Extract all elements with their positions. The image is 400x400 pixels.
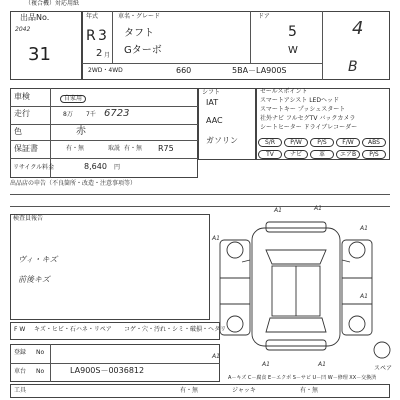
inspector-note: 前後キズ <box>18 275 50 284</box>
fw-text2: コゲ・穴・汚れ・シミ・破損・ヘタリ <box>124 326 227 333</box>
damage-mark: A1 <box>212 235 220 242</box>
register-no-label: No <box>36 349 45 356</box>
month: 2 <box>96 48 103 59</box>
lot-number: 31 <box>28 44 51 65</box>
tools-value: 有・無 <box>180 387 199 394</box>
register-label: 登録 <box>14 349 27 356</box>
recycle-label: リサイクル料金 <box>13 164 55 171</box>
equip-fw: F/W <box>336 138 360 147</box>
equip-airbag: エアB <box>336 150 360 159</box>
mileage-unit-1k: 7千 <box>86 111 96 118</box>
hand-interior: B <box>348 59 358 75</box>
inspector-label: 検査員報告 <box>13 215 44 222</box>
fuel-value: ガソリン <box>206 136 238 145</box>
shift-label: シフト <box>202 89 221 96</box>
equip-ps: P/S <box>310 138 334 147</box>
selling-point-line: スマートキー プッシュスタート <box>260 106 346 113</box>
inspection-value: 自家用 <box>60 95 86 103</box>
selling-point-line: シートヒーター ドライブレコーダー <box>260 124 358 131</box>
inspection-label: 車検 <box>14 92 30 101</box>
recycle-unit: 円 <box>114 164 121 171</box>
hand-grade: 4 <box>352 18 364 39</box>
selling-point-line: 社外ナビ フルセグTV バックカメラ <box>260 115 356 122</box>
damage-mark: A1 <box>314 205 322 212</box>
mileage-handwritten: 6723 <box>104 108 130 119</box>
year: 3 <box>98 28 107 44</box>
vehicle-grade: Gターボ <box>124 45 162 56</box>
tire-value: R75 <box>158 144 174 153</box>
era: R <box>86 28 96 44</box>
chassis-no-label: No <box>36 368 45 375</box>
damage-mark: A1 <box>262 361 270 368</box>
selling-points-label: セールスポイント <box>260 88 308 95</box>
damage-mark: A1 <box>274 207 282 214</box>
color-value: 赤 <box>76 126 86 137</box>
inspector-box <box>10 214 210 320</box>
vehicle-name: タフト <box>124 28 154 39</box>
chassis-number: LA900S－0036812 <box>70 366 145 375</box>
ac-value: AAC <box>206 116 223 125</box>
equip-leather: 革 <box>310 150 334 159</box>
model-code: 5BA－LA900S <box>232 66 287 75</box>
equip-navi: ナビ <box>284 150 308 159</box>
fw-text: キズ・ヒビ・石ハネ・リペア <box>34 326 112 333</box>
damage-legend: A－キズ C－腐食 E－エクボ S－サビ U－凹 W－修理 XX－交換済 <box>228 375 377 381</box>
warranty-value: 有・無 <box>66 145 85 152</box>
selling-point-line: スマートアシスト LEDヘッド <box>260 97 339 104</box>
doors: 5 <box>288 24 297 40</box>
equip-pw: P/W <box>284 138 308 147</box>
fw-label: F W <box>14 326 26 333</box>
jack-label: ジャッキ <box>232 387 256 394</box>
chassis-label: 車台 <box>14 368 27 375</box>
mileage-unit-10k: 8万 <box>63 111 73 118</box>
equip-sr: S/R <box>258 138 282 147</box>
spare-label: スペア <box>374 365 393 372</box>
manual-label: 取説 <box>108 145 121 152</box>
header-top-line: （複合機）対応用紙 <box>25 0 80 7</box>
name-label: 車名・グレード <box>118 13 161 20</box>
damage-mark: A1 <box>360 293 368 300</box>
color-label: 色 <box>14 127 22 136</box>
notes-label: 出品店の申告（不良箇所・改造・注意事項等） <box>10 180 137 187</box>
equip-abs: ABS <box>362 138 386 147</box>
jack-value: 有・無 <box>300 387 319 394</box>
car-damage-diagram <box>210 200 400 370</box>
inspector-note: ヴィ・キズ <box>18 255 58 264</box>
mileage-label: 走行 <box>14 109 30 118</box>
equip-ps2: P/S <box>362 150 386 159</box>
manual-value: 有・無 <box>124 145 143 152</box>
shift-value: IAT <box>206 98 219 107</box>
month-unit: 月 <box>104 52 111 59</box>
tools-row <box>10 384 390 398</box>
type-code: W <box>288 45 298 56</box>
warranty-label: 保証書 <box>14 144 38 153</box>
damage-mark: A1 <box>318 361 326 368</box>
equip-tv: TV <box>258 150 282 159</box>
recycle-value: 8,640 <box>84 162 107 171</box>
damage-mark: A1 <box>360 225 368 232</box>
year-label: 年式 <box>86 13 99 20</box>
tools-label: 工具 <box>14 387 27 394</box>
lot-label: 出品No. <box>20 13 50 22</box>
damage-mark: A1 <box>212 353 220 360</box>
displacement: 660 <box>176 66 192 75</box>
door-label: ドア <box>258 13 270 20</box>
drive: 2WD・4WD <box>88 67 123 74</box>
lot-box-number: 2042 <box>15 26 31 33</box>
